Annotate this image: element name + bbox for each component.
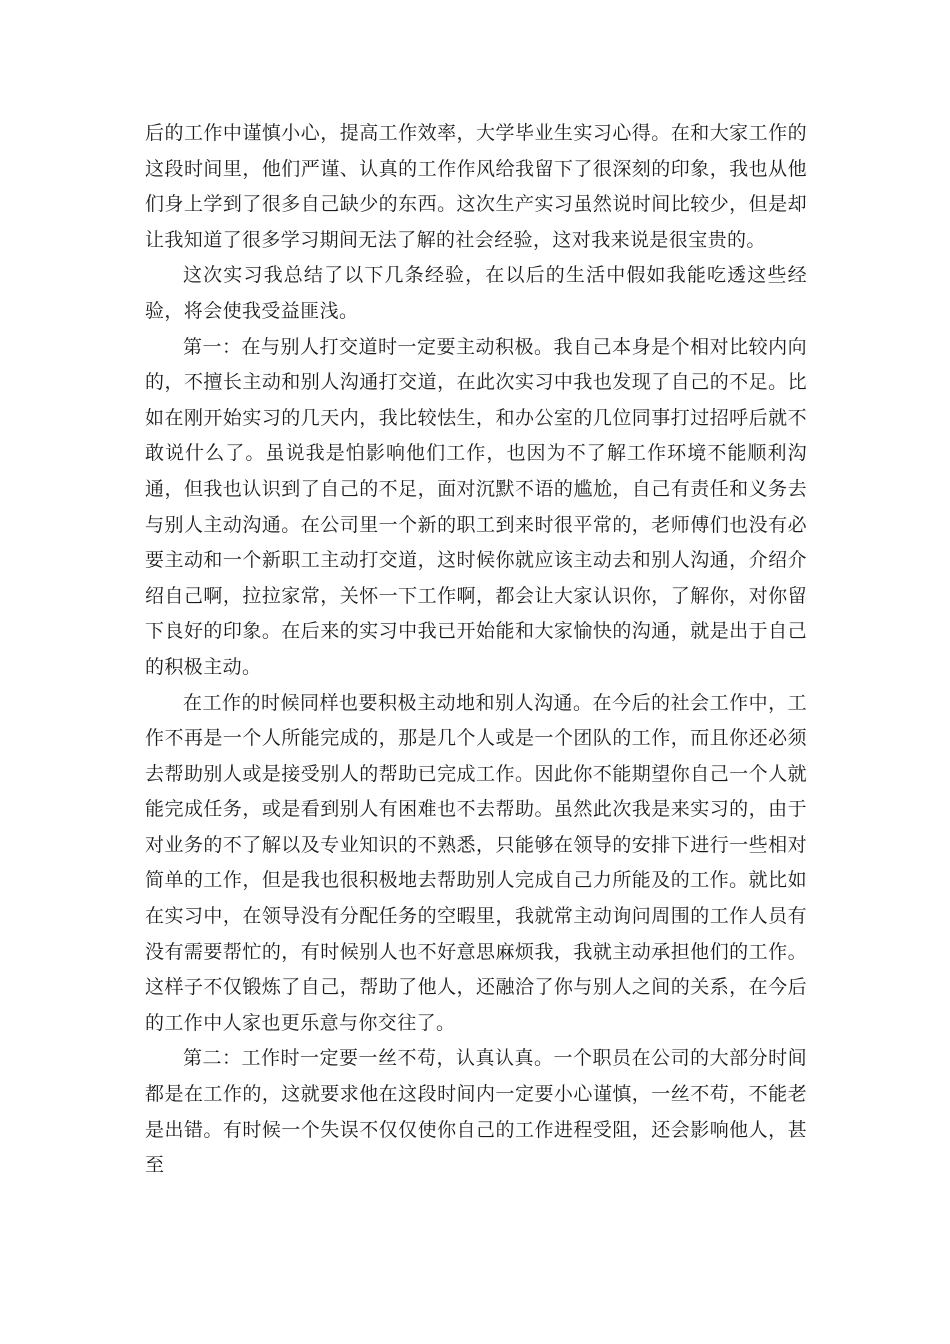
- paragraph-5: 第二：工作时一定要一丝不苟，认真认真。一个职员在公司的大部分时间都是在工作的，这就要求他在这段时间内一定要小心谨慎，一丝不苟，不能老是出错。有时候一个失误不仅仅使你自己的工作进程受阻，还会影响他人，甚至: [145, 1047, 807, 1177]
- paragraph-1: 后的工作中谨慎小心，提高工作效率，大学毕业生实习心得。在和大家工作的这段时间里，他们严谨、认真的工作作风给我留下了很深刻的印象，我也从他们身上学到了很多自己缺少的东西。这次生产实习虽然说时间比较少，但是却让我知道了很多学习期间无法了解的社会经验，这对我来说是很宝贵的。: [145, 122, 807, 251]
- paragraph-2: 这次实习我总结了以下几条经验，在以后的生活中假如我能吃透这些经验，将会使我受益匪浅。: [145, 264, 807, 322]
- paragraph-4: 在工作的时候同样也要积极主动地和别人沟通。在今后的社会工作中，工作不再是一个人所能完成的，那是几个人或是一个团队的工作，而且你还必须去帮助别人或是接受别人的帮助已完成工作。因此你不能期望你自己一个人就能完成任务，或是看到别人有困难也不去帮助。虽然此次我是来实习的，由于对业务的不了解以及专业知识的不熟悉，只能够在领导的安排下进行一些相对简单的工作，但是我也很积极地去帮助别人完成自己力所能及的工作。就比如在实习中，在领导没有分配任务的空暇里，我就常主动询问周围的工作人员有没有需要帮忙的，有时候别人也不好意思麻烦我，我就主动承担他们的工作。这样子不仅锻炼了自己，帮助了他人，还融洽了你与别人之间的关系，在今后的工作中人家也更乐意与你交往了。: [145, 691, 807, 1034]
- paragraph-3: 第一：在与别人打交道时一定要主动积极。我自己本身是个相对比较内向的，不擅长主动和别人沟通打交道，在此次实习中我也发现了自己的不足。比如在刚开始实习的几天内，我比较怯生，和办公室的几位同事打过招呼后就不敢说什么了。虽说我是怕影响他们工作，也因为不了解工作环境不能顺利沟通，但我也认识到了自己的不足，面对沉默不语的尴尬，自己有责任和义务去与别人主动沟通。在公司里一个新的职工到来时很平常的，老师傅们也没有必要主动和一个新职工主动打交道，这时候你就应该主动去和别人沟通，介绍介绍自己啊，拉拉家常，关怀一下工作啊，都会让大家认识你，了解你，对你留下良好的印象。在后来的实习中我已开始能和大家愉快的沟通，就是出于自己的积极主动。: [145, 335, 807, 678]
- document-body: [145, 116, 807, 1184]
